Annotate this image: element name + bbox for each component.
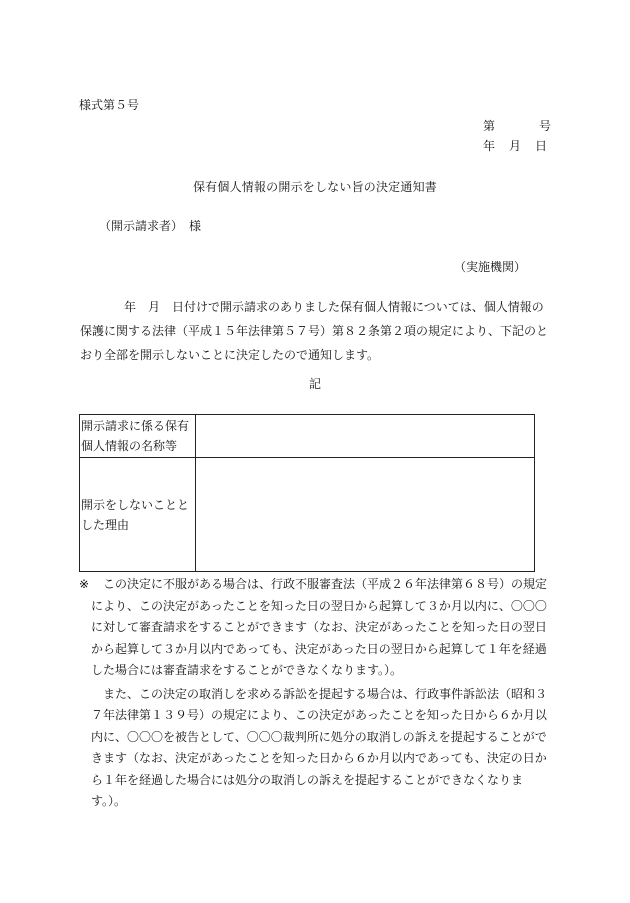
table-header-cell (80, 415, 196, 457)
addressee-line: （開示請求者） 様 (99, 219, 202, 233)
document-number (483, 120, 551, 132)
decision-info-table (79, 414, 535, 572)
issuing-agency: （実施機関） (454, 260, 527, 274)
table-row (80, 415, 534, 458)
date-year-label: 年 (483, 139, 496, 153)
appeal-notice-paragraph-1 (79, 574, 555, 682)
table-header-cell (80, 458, 196, 571)
reason-label: 開示をしないこととした理由 (81, 497, 190, 532)
table-row (80, 458, 534, 571)
appeal-notice-paragraph-2: また、この決定の取消しを求める訴訟を提起する場合は、行政事件訴訟法（昭和３７年法律第１３９号）の規定により、この決定があったことを知った日から６か月以内に、〇〇〇を被告として、〇〇〇裁判所に処分の取消しの訴えを提起することができます（なお、決定があったことを知った日から６か月以内であっても、決定の日から１年を経過した場合には処分の取消しの訴えを提起することができなくなります。）。 (91, 686, 548, 808)
date-day-label: 日 (535, 139, 548, 153)
info-name-value (196, 415, 534, 457)
reason-value (196, 458, 534, 571)
form-number: 様式第５号 (79, 98, 140, 112)
appeal-notice (79, 574, 555, 813)
document-number-suffix: 号 (539, 119, 552, 133)
document-title: 保有個人情報の開示をしない旨の決定通知書 (192, 180, 437, 194)
document-number-prefix: 第 (483, 119, 496, 133)
appeal-notice-text-1: この決定に不服がある場合は、行政不服審査法（平成２６年法律第６８号）の規定により、この決定があったことを知った日の翌日から起算して３か月以内に、〇〇〇に対して審査請求をすることができます（なお、決定があったことを知った日の翌日から起算して３か月以内であっても、決定があった日の翌日から起算して１年を経過した場合には審査請求をすることができなくなります。）。 (91, 577, 548, 677)
date-month-label: 月 (509, 139, 522, 153)
document-date (483, 140, 547, 152)
ki-heading: 記 (308, 377, 321, 391)
notice-body-paragraph: 年 月 日付けで開示請求のありました保有個人情報については、個人情報の保護に関する法律（平成１５年法律第５７号）第８２条第２項の規定により、下記のとおり全部を開示しないことに決定したので通知します。 (80, 300, 549, 362)
info-name-label: 開示請求に係る保有個人情報の名称等 (81, 419, 190, 453)
note-mark: ※ (79, 577, 90, 591)
